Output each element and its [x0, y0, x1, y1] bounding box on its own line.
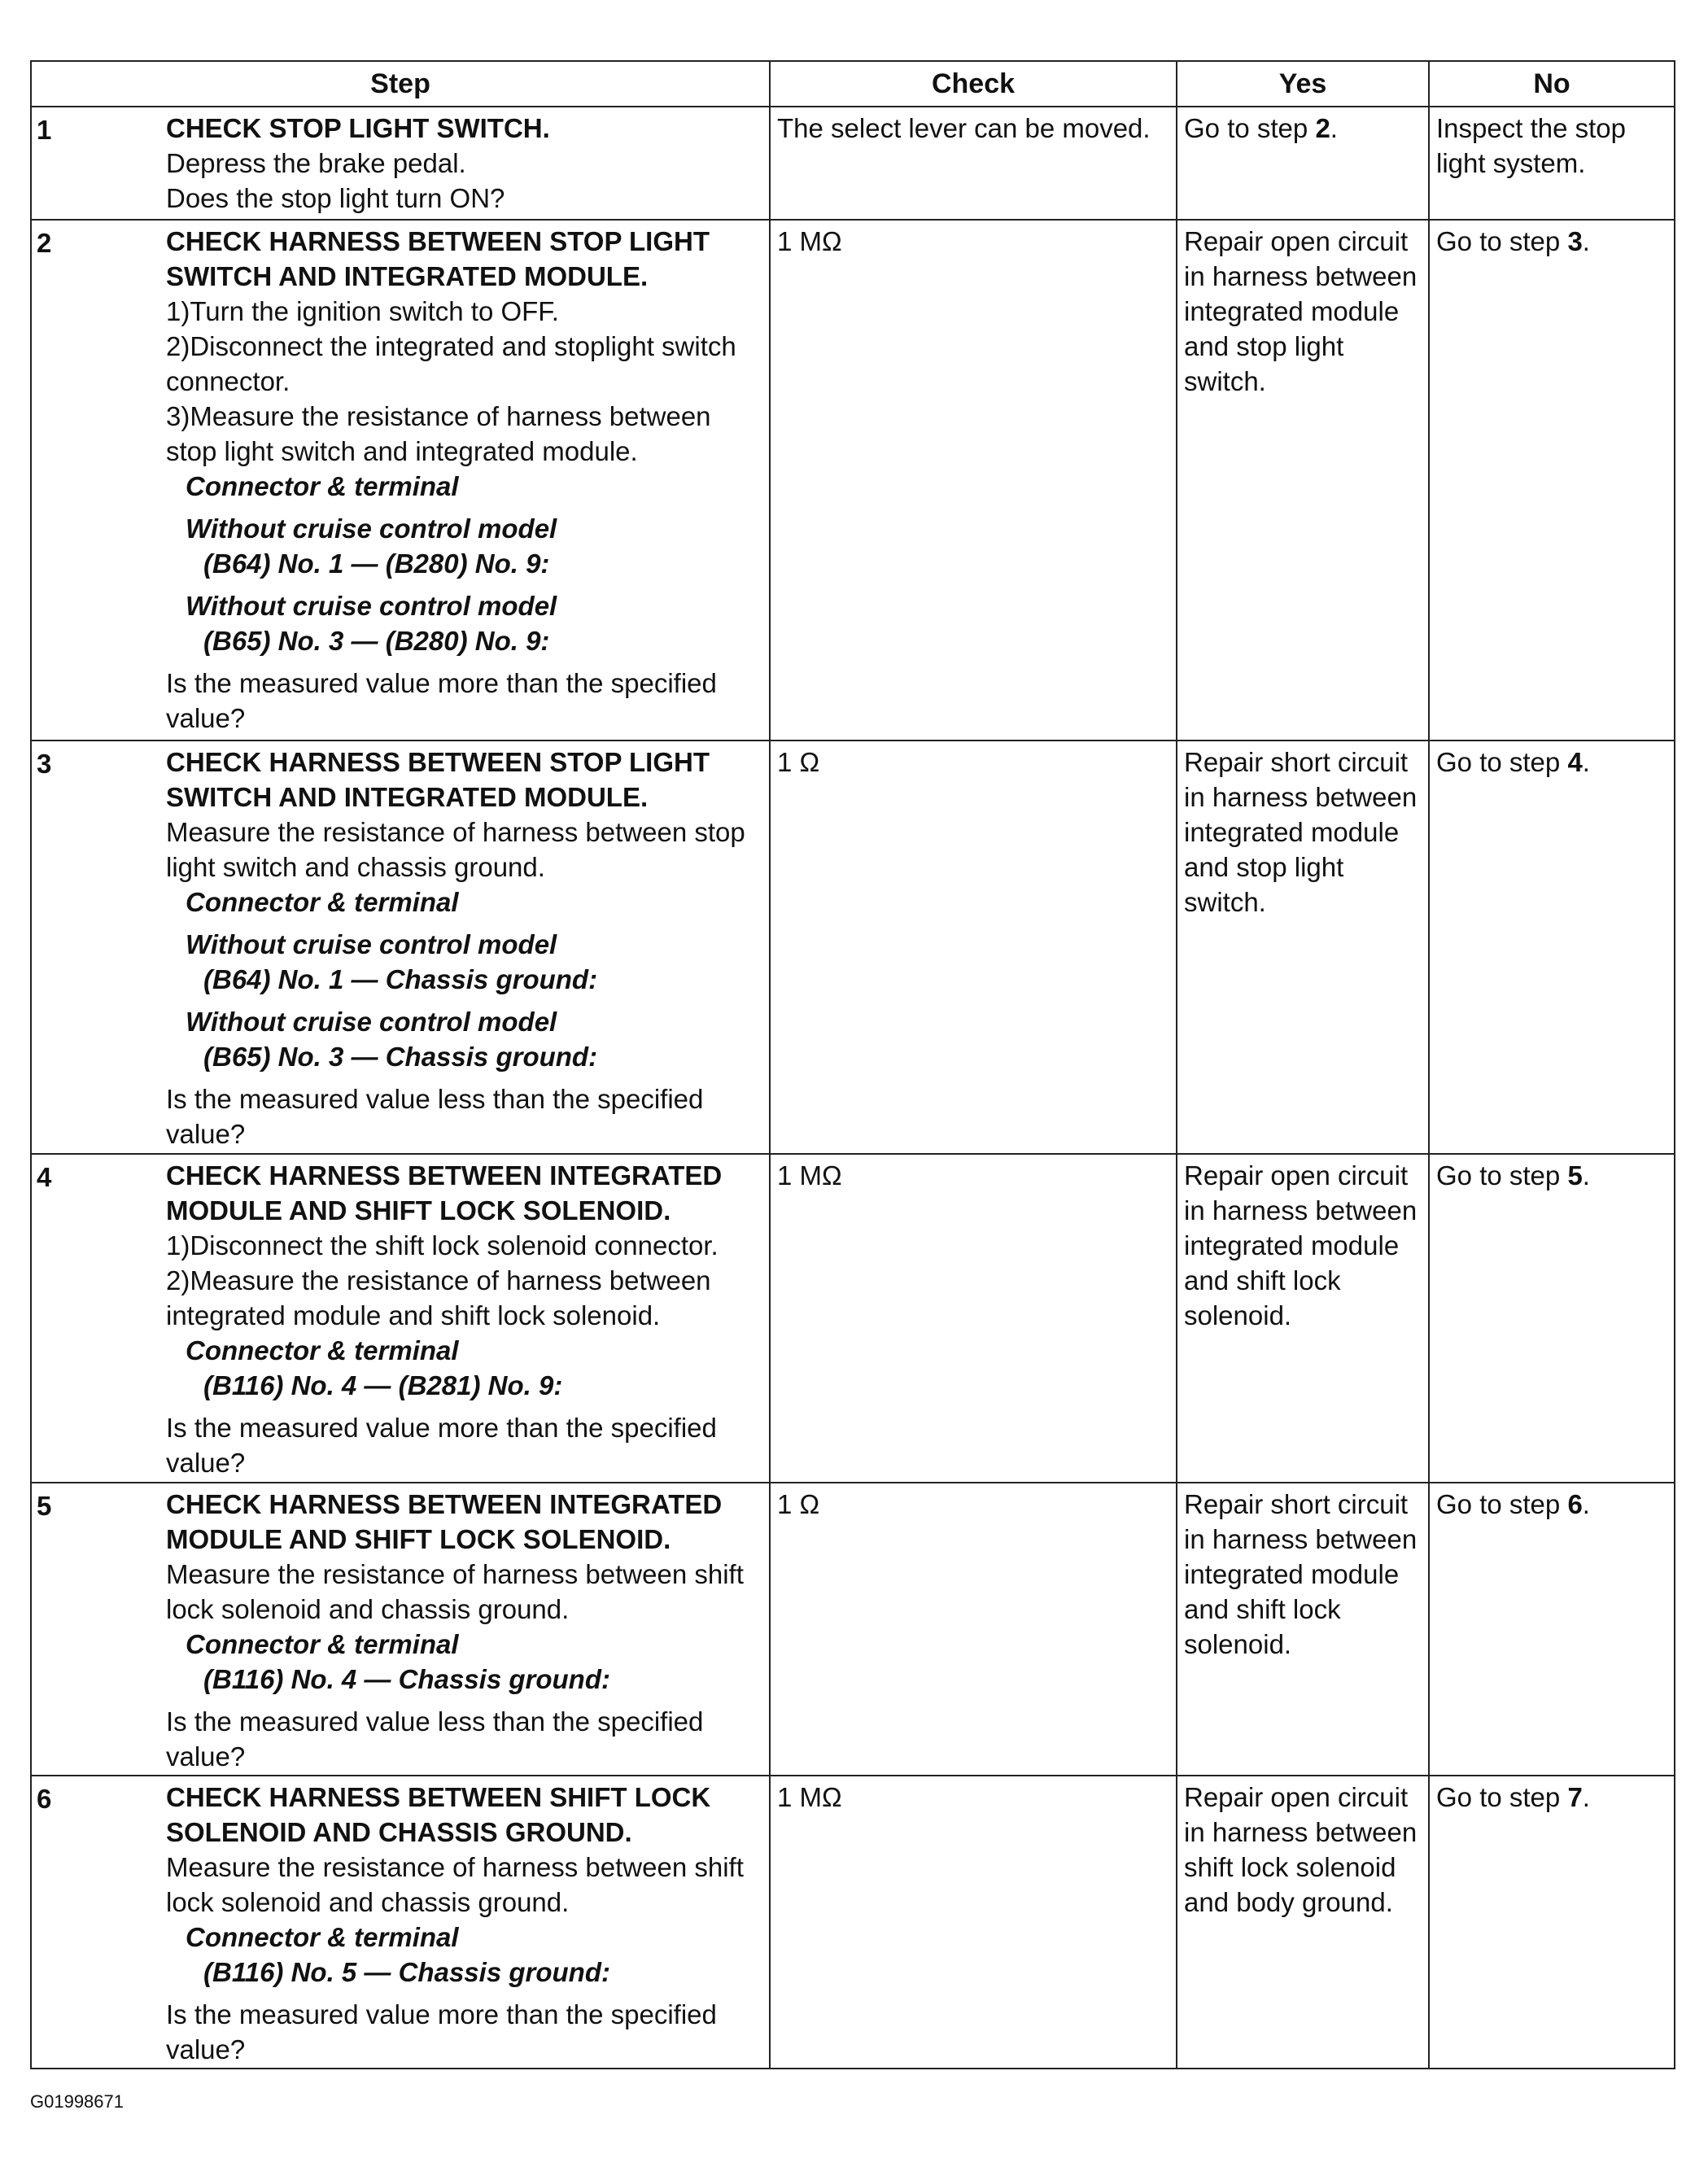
step-title: CHECK HARNESS BETWEEN SHIFT LOCK SOLENOID AND CHASSIS GROUND. [166, 1782, 711, 1847]
step-cell [31, 220, 770, 741]
connector-label: Connector & terminal [186, 471, 459, 501]
step-title: CHECK HARNESS BETWEEN STOP LIGHT SWITCH AND INTEGRATED MODULE. [166, 747, 710, 812]
no-cell: Go to step 7. [1429, 1776, 1675, 2069]
no-step-number: 4 [1567, 747, 1583, 777]
step-body [166, 111, 766, 216]
connector-label: Connector & terminal [186, 1629, 459, 1659]
yes-text: Repair open circuit in harness between integrated module and shift lock solenoid. [1184, 1160, 1418, 1330]
step-body [166, 1780, 766, 2067]
yes-cell [1177, 1776, 1429, 2069]
connector-label: Connector & terminal [186, 1922, 459, 1952]
table-row [31, 1776, 1675, 2069]
step-cell [31, 741, 770, 1154]
table-row [31, 220, 1675, 741]
step-body [166, 1487, 766, 1774]
step-cell [31, 1483, 770, 1776]
diagnostic-table [30, 60, 1675, 2069]
document-code: G01998671 [30, 2091, 124, 2112]
connection-terminal: (B116) No. 4 — (B281) No. 9: [203, 1370, 563, 1400]
step-title: CHECK HARNESS BETWEEN INTEGRATED MODULE AND SHIFT LOCK SOLENOID. [166, 1489, 723, 1554]
connection-terminal: (B64) No. 1 — (B280) No. 9: [203, 548, 550, 579]
step-instruction: Measure the resistance of harness between shift lock solenoid and chassis ground. [166, 1559, 744, 1624]
connection-model: Without cruise control model [186, 513, 557, 544]
step-instruction: 2)Disconnect the integrated and stoplight switch connector. [166, 331, 736, 396]
step-instruction: Measure the resistance of harness between stop light switch and chassis ground. [166, 817, 745, 882]
step-number: 4 [37, 1162, 52, 1192]
no-text: Go to step [1436, 1160, 1568, 1191]
step-instruction: 2)Measure the resistance of harness between integrated module and shift lock solenoid. [166, 1265, 711, 1330]
step-title: CHECK HARNESS BETWEEN INTEGRATED MODULE AND SHIFT LOCK SOLENOID. [166, 1160, 723, 1225]
no-cell [1429, 107, 1675, 220]
step-number: 6 [37, 1784, 52, 1814]
step-question: Is the measured value more than the specified value? [166, 668, 717, 733]
step-question: Is the measured value more than the specified value? [166, 1999, 717, 2064]
no-text: Inspect the stop light system. [1436, 113, 1626, 178]
step-question: Is the measured value more than the specified value? [166, 1413, 717, 1478]
header-row [31, 61, 1675, 107]
no-step-number: 6 [1567, 1489, 1583, 1519]
connection-terminal: (B116) No. 4 — Chassis ground: [203, 1664, 610, 1694]
yes-cell: Go to step 2. [1177, 107, 1429, 220]
yes-text: Repair open circuit in harness between shift lock solenoid and body ground. [1184, 1782, 1418, 1917]
no-text: Go to step [1436, 226, 1568, 256]
connector-label: Connector & terminal [186, 1335, 459, 1365]
step-number: 1 [37, 115, 52, 145]
step-number: 3 [37, 749, 52, 779]
no-text: Go to step [1436, 1489, 1568, 1519]
no-cell: Go to step 6. [1429, 1483, 1675, 1776]
step-question: Is the measured value less than the specified value? [166, 1706, 704, 1772]
check-cell: 1 MΩ [770, 1776, 1177, 2069]
yes-text: Repair short circuit in harness between integrated module and stop light switch. [1184, 747, 1418, 917]
yes-text: Go to step [1184, 113, 1316, 143]
connection-terminal: (B65) No. 3 — (B280) No. 9: [203, 626, 550, 656]
step-instruction: Measure the resistance of harness between shift lock solenoid and chassis ground. [166, 1852, 744, 1917]
table-row [31, 1483, 1675, 1776]
check-cell: 1 MΩ [770, 220, 1177, 741]
check-cell: 1 Ω [770, 1483, 1177, 1776]
step-cell [31, 1154, 770, 1483]
no-cell: Go to step 3. [1429, 220, 1675, 741]
step-cell [31, 1776, 770, 2069]
table-row [31, 741, 1675, 1154]
no-cell: Go to step 5. [1429, 1154, 1675, 1483]
header-step: Step [31, 61, 770, 107]
step-instruction: 1)Turn the ignition switch to OFF. [166, 296, 559, 326]
header-no: No [1429, 61, 1675, 107]
step-instruction: Does the stop light turn ON? [166, 183, 505, 213]
step-body [166, 224, 766, 736]
yes-cell [1177, 1154, 1429, 1483]
step-title: CHECK HARNESS BETWEEN STOP LIGHT SWITCH AND INTEGRATED MODULE. [166, 226, 710, 291]
step-title: CHECK STOP LIGHT SWITCH. [166, 113, 550, 143]
yes-cell [1177, 1483, 1429, 1776]
connection-model: Without cruise control model [186, 929, 557, 959]
header-yes: Yes [1177, 61, 1429, 107]
no-text: Go to step [1436, 1782, 1568, 1812]
connection-terminal: (B64) No. 1 — Chassis ground: [203, 964, 598, 994]
no-cell: Go to step 4. [1429, 741, 1675, 1154]
no-step-number: 3 [1567, 226, 1583, 256]
no-text: Go to step [1436, 747, 1568, 777]
yes-step-number: 2 [1315, 113, 1330, 143]
step-body [166, 745, 766, 1151]
yes-cell [1177, 741, 1429, 1154]
step-instruction: Depress the brake pedal. [166, 148, 466, 178]
connection-terminal: (B65) No. 3 — Chassis ground: [203, 1042, 598, 1072]
step-instruction: 3)Measure the resistance of harness between stop light switch and integrated module. [166, 401, 711, 466]
connection-model: Without cruise control model [186, 591, 557, 621]
no-step-number: 5 [1567, 1160, 1583, 1191]
table-row [31, 1154, 1675, 1483]
check-cell: 1 MΩ [770, 1154, 1177, 1483]
step-instruction: 1)Disconnect the shift lock solenoid connector. [166, 1230, 719, 1260]
check-cell: The select lever can be moved. [770, 107, 1177, 220]
yes-text: Repair open circuit in harness between integrated module and stop light switch. [1184, 226, 1418, 396]
check-cell: 1 Ω [770, 741, 1177, 1154]
yes-text: Repair short circuit in harness between integrated module and shift lock solenoid. [1184, 1489, 1418, 1659]
step-number: 2 [37, 228, 52, 258]
connection-terminal: (B116) No. 5 — Chassis ground: [203, 1957, 610, 1987]
no-step-number: 7 [1567, 1782, 1583, 1812]
header-check: Check [770, 61, 1177, 107]
yes-cell [1177, 220, 1429, 741]
connection-model: Without cruise control model [186, 1007, 557, 1037]
step-number: 5 [37, 1491, 52, 1521]
step-question: Is the measured value less than the specified value? [166, 1084, 704, 1149]
table-row [31, 107, 1675, 220]
step-cell [31, 107, 770, 220]
step-body [166, 1158, 766, 1480]
connector-label: Connector & terminal [186, 887, 459, 917]
